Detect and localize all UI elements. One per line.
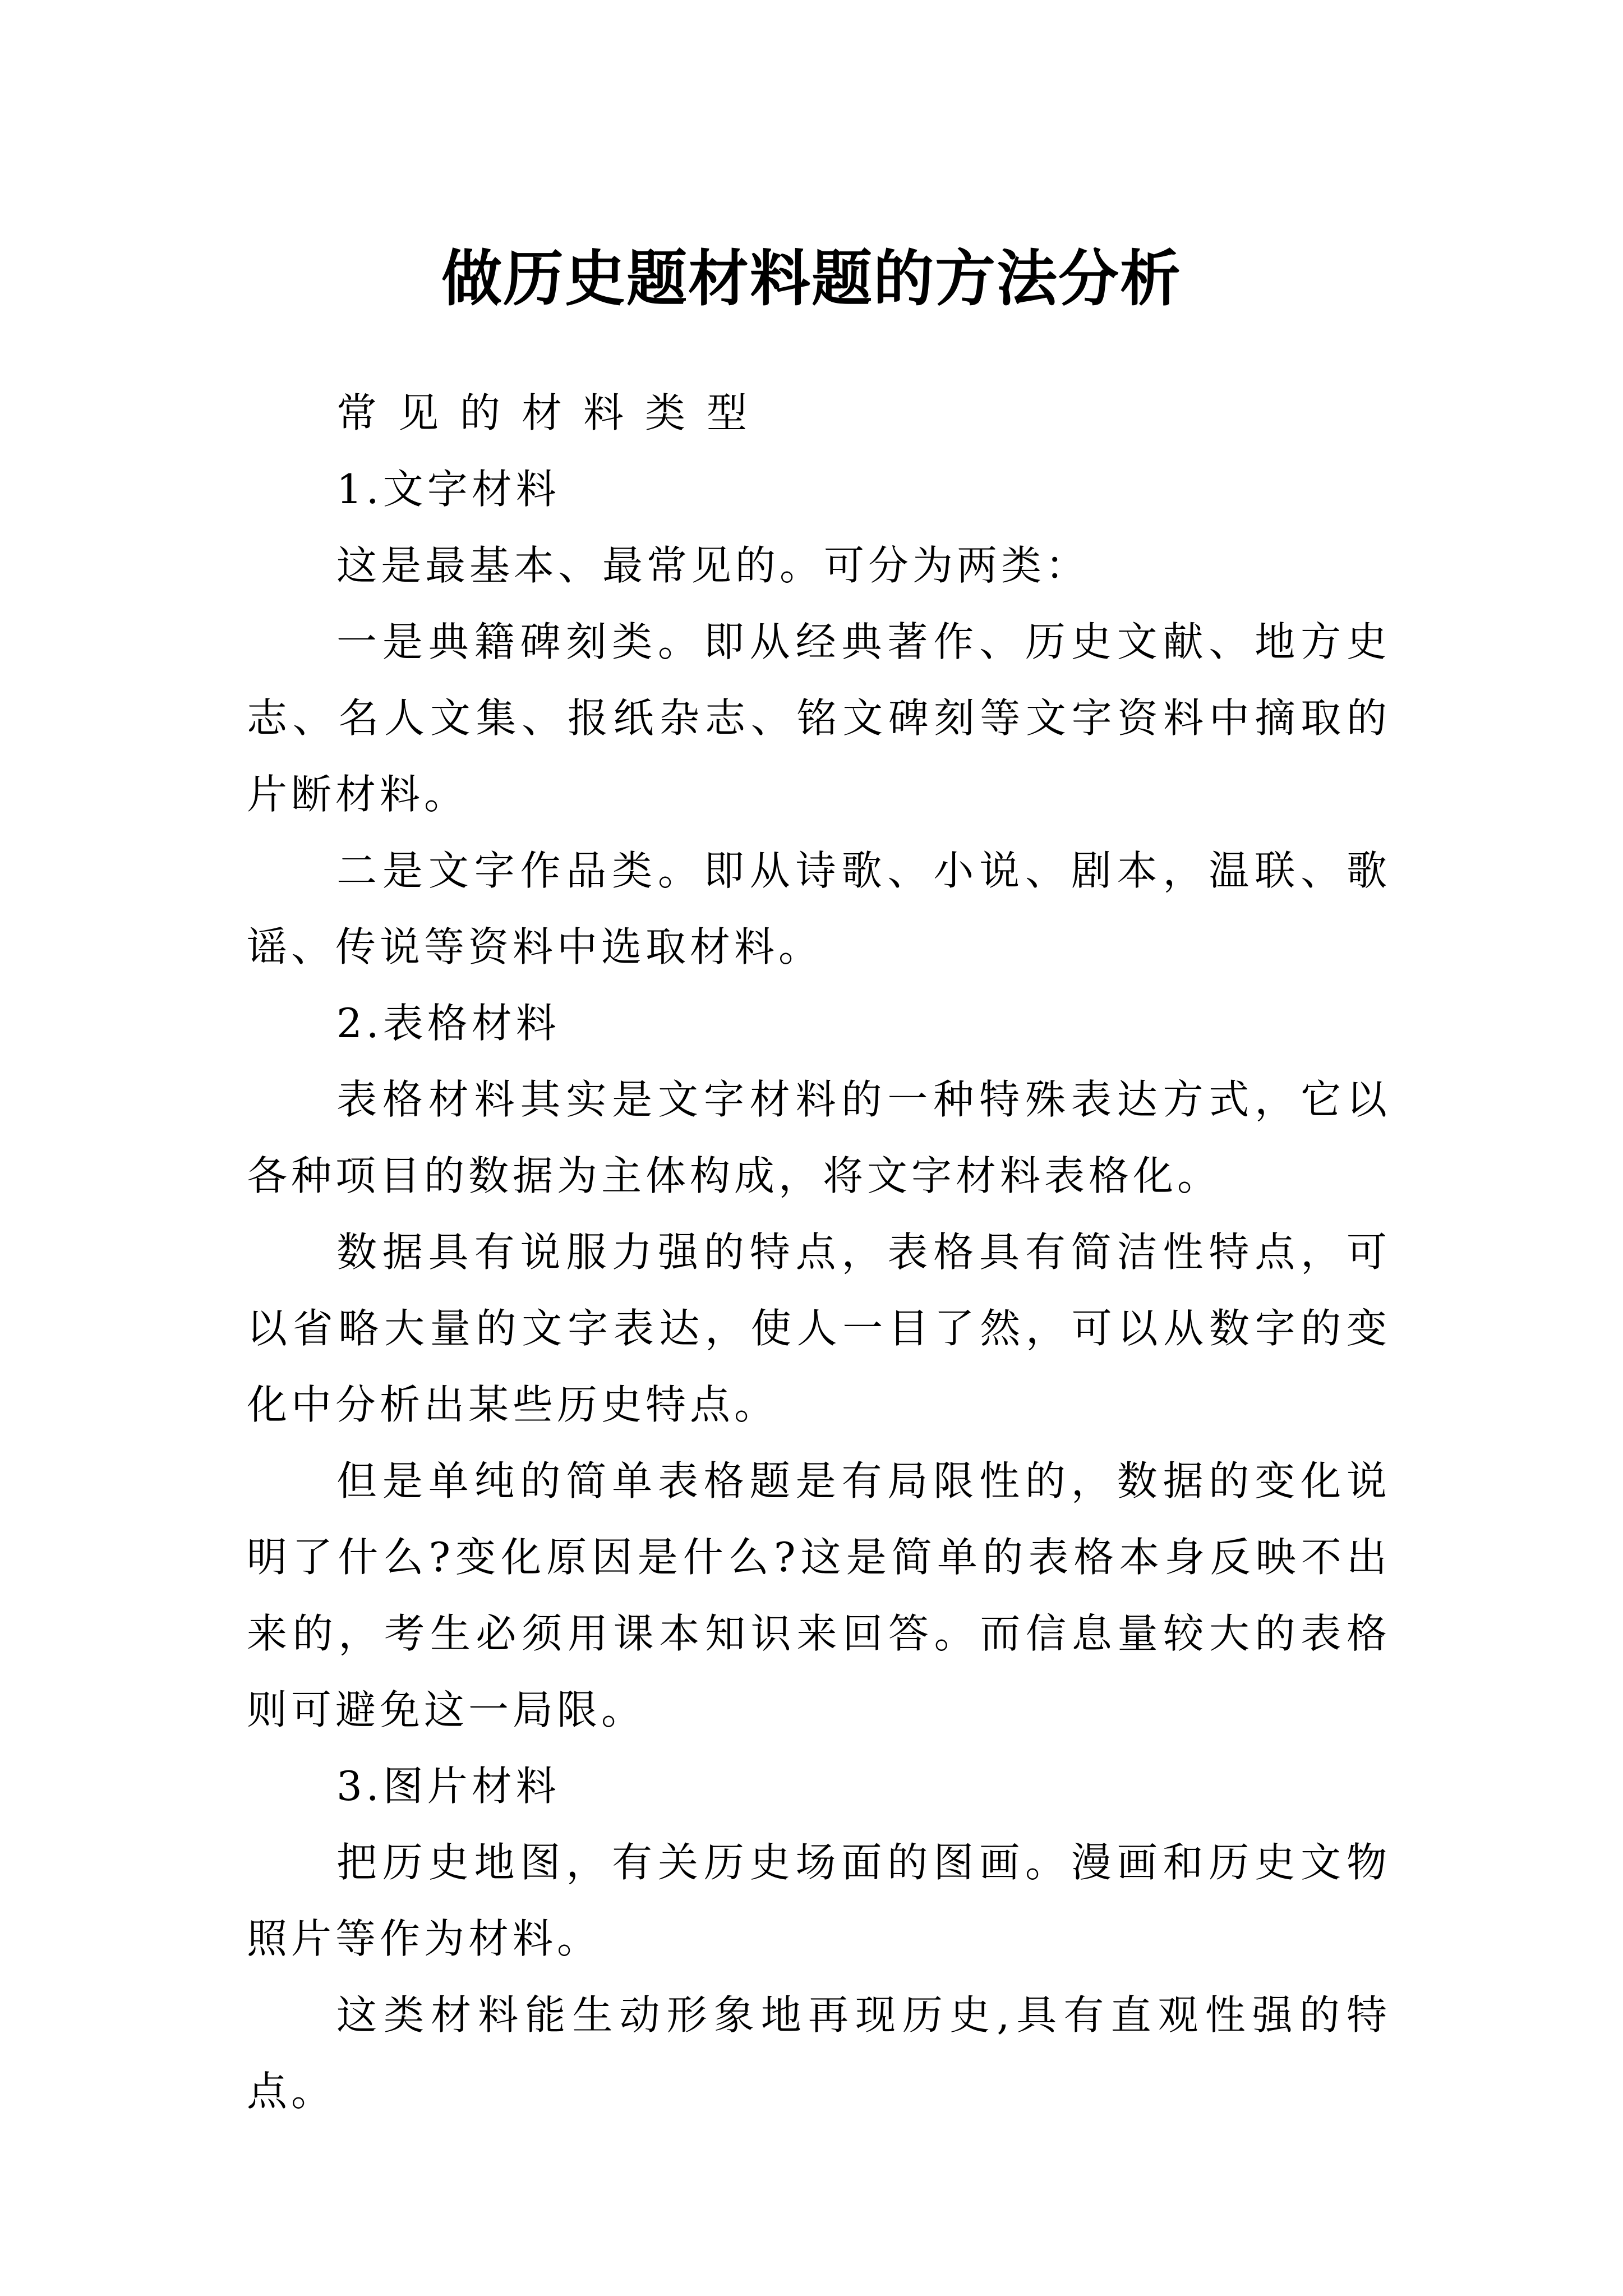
subheading-image-material: 3.图片材料 — [336, 1763, 560, 1810]
paragraph-table-limitations: 但是单纯的简单表格题是有局限性的，数据的变化说明了什么?变化原因是什么?这是简单的表格本身反映不出来的，考生必须用课本知识来回答。而信息量较大的表格则可避免这一局限。 — [247, 1457, 1391, 1733]
paragraph-classics-inscriptions: 一是典籍碑刻类。即从经典著作、历史文献、地方史志、名人文集、报纸杂志、铭文碑刻等文字资料中摘取的片断材料。 — [247, 618, 1391, 818]
paragraph-data-features: 数据具有说服力强的特点，表格具有简洁性特点，可以省略大量的文字表达，使人一目了然，可以从数字的变化中分析出某些历史特点。 — [247, 1228, 1391, 1428]
paragraph-literary-works: 二是文字作品类。即从诗歌、小说、剧本，温联、歌谣、传说等资料中选取材料。 — [247, 847, 1391, 970]
subheading-table-material: 2.表格材料 — [336, 1000, 560, 1047]
section-heading-material-types: 常见的材料类型 — [336, 389, 769, 436]
document-body — [247, 375, 1391, 2129]
paragraph-text-material-intro: 这是最基本、最常见的。可分为两类： — [336, 542, 1090, 589]
paragraph-image-material-definition: 把历史地图，有关历史场面的图画。漫画和历史文物照片等作为材料。 — [247, 1839, 1391, 1962]
document-title: 做历史题材料题的方法分析 — [441, 243, 1182, 315]
paragraph-table-definition: 表格材料其实是文字材料的一种特殊表达方式，它以各种项目的数据为主体构成，将文字材料表格化。 — [247, 1076, 1391, 1199]
subheading-text-material: 1.文字材料 — [336, 466, 560, 513]
paragraph-image-material-features: 这类材料能生动形象地再现历史,具有直观性强的特点。 — [247, 1991, 1391, 2115]
